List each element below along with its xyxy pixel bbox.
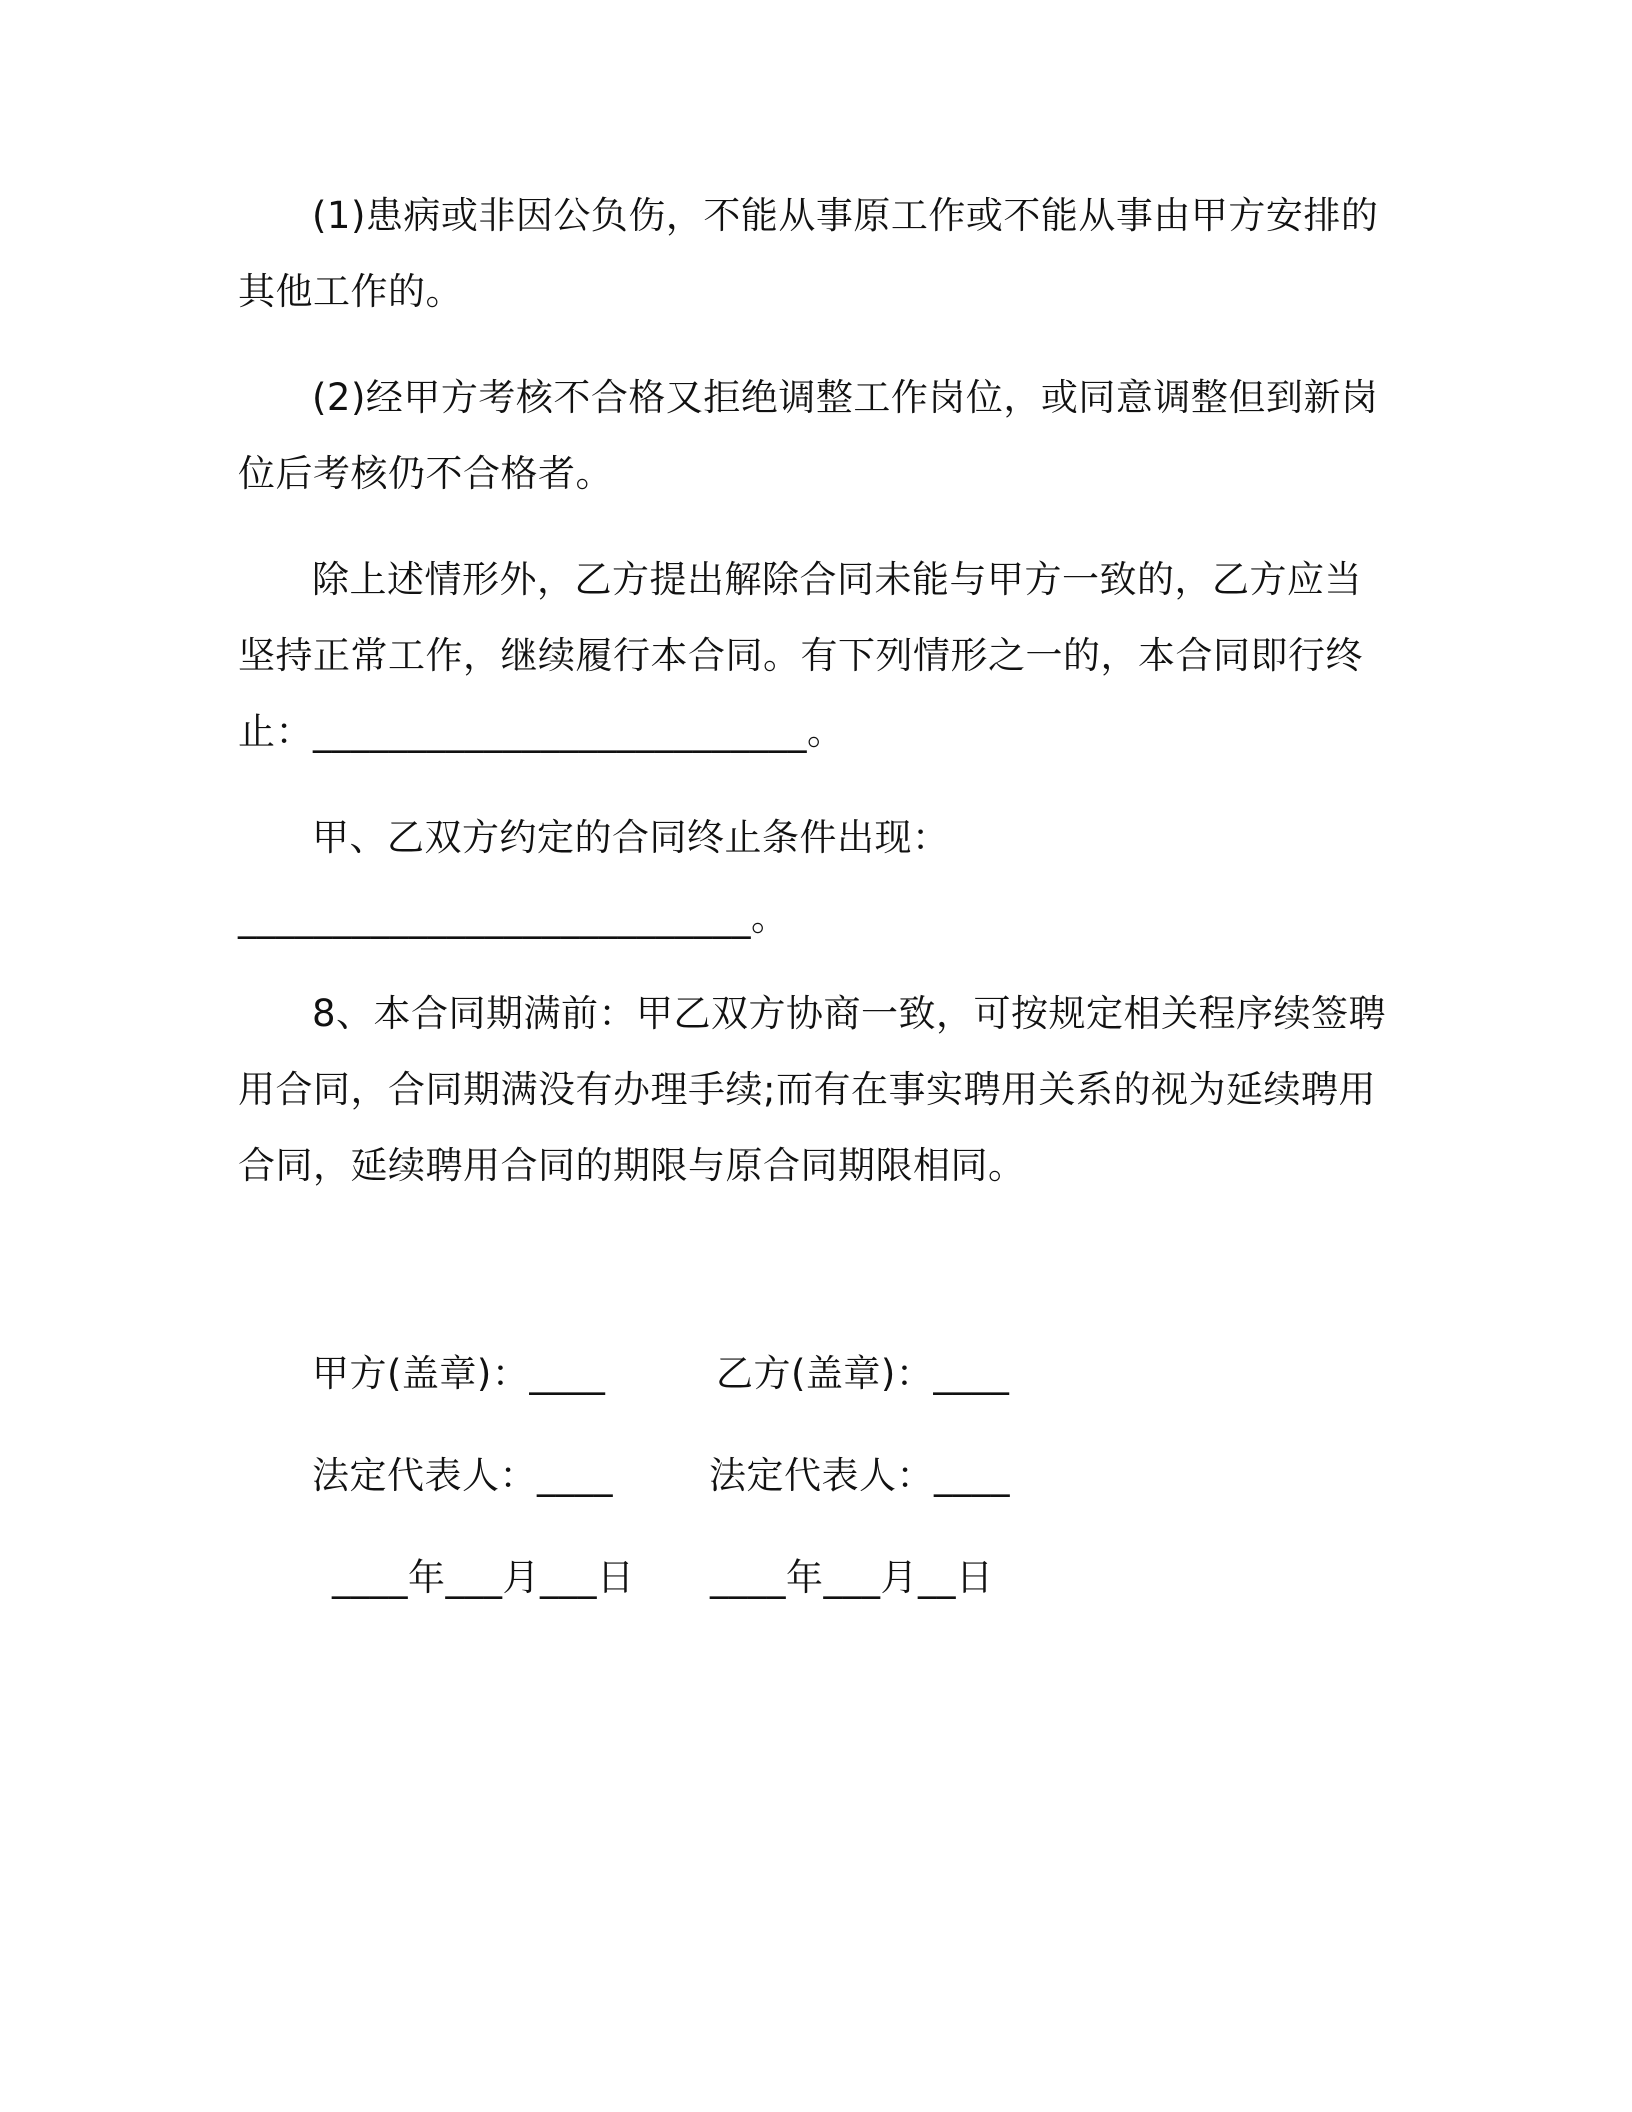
- party-b-date-field: ____年___月__日: [710, 1556, 994, 1599]
- paragraph-4-line-1: 甲、乙双方约定的合同终止条件出现：: [312, 816, 950, 859]
- paragraph-2-line-1: (2)经甲方考核不合格又拒绝调整工作岗位，或同意调整但到新岗: [312, 376, 1379, 419]
- party-a-seal-field: 甲方(盖章)：____: [312, 1352, 606, 1395]
- party-b-representative-field: 法定代表人：____: [709, 1454, 1010, 1497]
- paragraph-5-line-2: 用合同，合同期满没有办理手续;而有在事实聘用关系的视为延续聘用: [238, 1068, 1376, 1111]
- paragraph-5-line-3: 合同，延续聘用合同的期限与原合同期限相同。: [238, 1144, 1026, 1187]
- paragraph-3-line-1: 除上述情形外，乙方提出解除合同未能与甲方一致的，乙方应当: [312, 558, 1362, 601]
- paragraph-3-line-3: 止：__________________________。: [238, 710, 845, 753]
- party-a-representative-field: 法定代表人：____: [312, 1454, 613, 1497]
- paragraph-3-line-2: 坚持正常工作，继续履行本合同。有下列情形之一的，本合同即行终: [238, 634, 1363, 677]
- paragraph-1-line-1: (1)患病或非因公负伤，不能从事原工作或不能从事由甲方安排的: [312, 194, 1379, 237]
- paragraph-1-line-2: 其他工作的。: [238, 270, 463, 313]
- paragraph-4-line-2: ___________________________。: [238, 896, 789, 939]
- paragraph-5-line-1: 8、本合同期满前：甲乙双方协商一致，可按规定相关程序续签聘: [312, 992, 1387, 1035]
- party-b-seal-field: 乙方(盖章)：____: [716, 1352, 1010, 1395]
- party-a-date-field: ____年___月___日: [332, 1556, 635, 1599]
- paragraph-2-line-2: 位后考核仍不合格者。: [238, 452, 613, 495]
